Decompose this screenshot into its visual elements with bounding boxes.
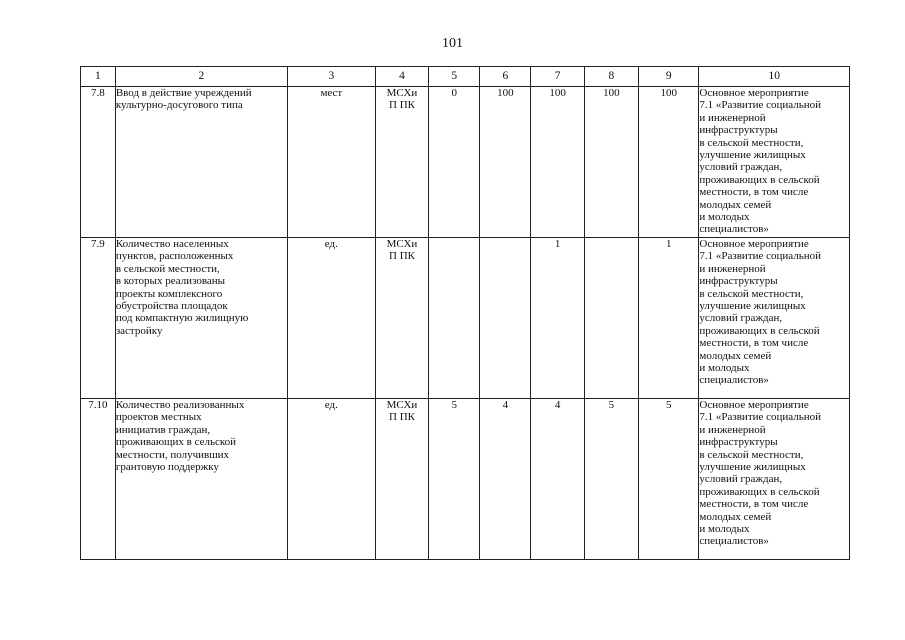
value-col-9: 1: [638, 238, 698, 399]
responsible-body-text: МСХи П ПК: [386, 87, 418, 112]
indicator-name-text: Количество населенных пунктов, расположенных в сельской местности, в которых реализованы проекты комплексного обустройства площадок под компактную жилищную застройку: [115, 238, 249, 337]
header-cell-5: 5: [429, 67, 480, 87]
value-col-6: [480, 238, 531, 399]
indicator-name: [115, 87, 287, 238]
responsible-body-text: МСХи П ПК: [386, 399, 418, 424]
value-col-5: 0: [429, 87, 480, 238]
unit-of-measure: ед.: [287, 399, 375, 560]
header-cell-10: 10: [699, 67, 850, 87]
responsible-body: [375, 238, 428, 399]
responsible-body: [375, 87, 428, 238]
value-col-5: [429, 238, 480, 399]
related-measure-text: Основное мероприятие 7.1 «Развитие социальной и инженерной инфраструктуры в сельской местности, улучшение жилищных условий граждан, проживающих в сельской местности, в том числе молодых семей и молодых специалистов»: [699, 238, 822, 387]
table-row: [81, 399, 850, 560]
header-cell-9: 9: [638, 67, 698, 87]
header-cell-7: 7: [531, 67, 584, 87]
header-row: [81, 67, 850, 87]
header-cell-4: 4: [375, 67, 428, 87]
responsible-body-text: МСХи П ПК: [386, 238, 418, 263]
row-number: 7.10: [81, 399, 116, 560]
related-measure: [699, 399, 850, 560]
value-col-5: 5: [429, 399, 480, 560]
responsible-body: [375, 399, 428, 560]
header-cell-2: 2: [115, 67, 287, 87]
value-col-6: 100: [480, 87, 531, 238]
value-col-7: 1: [531, 238, 584, 399]
indicator-name: [115, 238, 287, 399]
value-col-9: 5: [638, 399, 698, 560]
header-cell-6: 6: [480, 67, 531, 87]
table-row: [81, 238, 850, 399]
indicator-name: [115, 399, 287, 560]
unit-of-measure: мест: [287, 87, 375, 238]
related-measure: [699, 87, 850, 238]
related-measure-text: Основное мероприятие 7.1 «Развитие социальной и инженерной инфраструктуры в сельской местности, улучшение жилищных условий граждан, проживающих в сельской местности, в том числе молодых семей и молодых специалистов»: [699, 87, 822, 236]
indicator-name-text: Ввод в действие учреждений культурно-досугового типа: [115, 87, 252, 112]
related-measure-text: Основное мероприятие 7.1 «Развитие социальной и инженерной инфраструктуры в сельской местности, улучшение жилищных условий граждан, проживающих в сельской местности, в том числе молодых семей и молодых специалистов»: [699, 399, 822, 548]
header-cell-8: 8: [584, 67, 638, 87]
indicators-table: [80, 66, 850, 560]
value-col-6: 4: [480, 399, 531, 560]
table-row: [81, 87, 850, 238]
row-number: 7.8: [81, 87, 116, 238]
value-col-8: 100: [584, 87, 638, 238]
value-col-9: 100: [638, 87, 698, 238]
value-col-8: 5: [584, 399, 638, 560]
value-col-7: 4: [531, 399, 584, 560]
page-number: 101: [442, 36, 463, 51]
header-cell-3: 3: [287, 67, 375, 87]
header-cell-1: 1: [81, 67, 116, 87]
row-number: 7.9: [81, 238, 116, 399]
value-col-8: [584, 238, 638, 399]
related-measure: [699, 238, 850, 399]
value-col-7: 100: [531, 87, 584, 238]
unit-of-measure: ед.: [287, 238, 375, 399]
indicator-name-text: Количество реализованных проектов местных инициатив граждан, проживающих в сельской местности, получивших грантовую поддержку: [115, 399, 245, 474]
